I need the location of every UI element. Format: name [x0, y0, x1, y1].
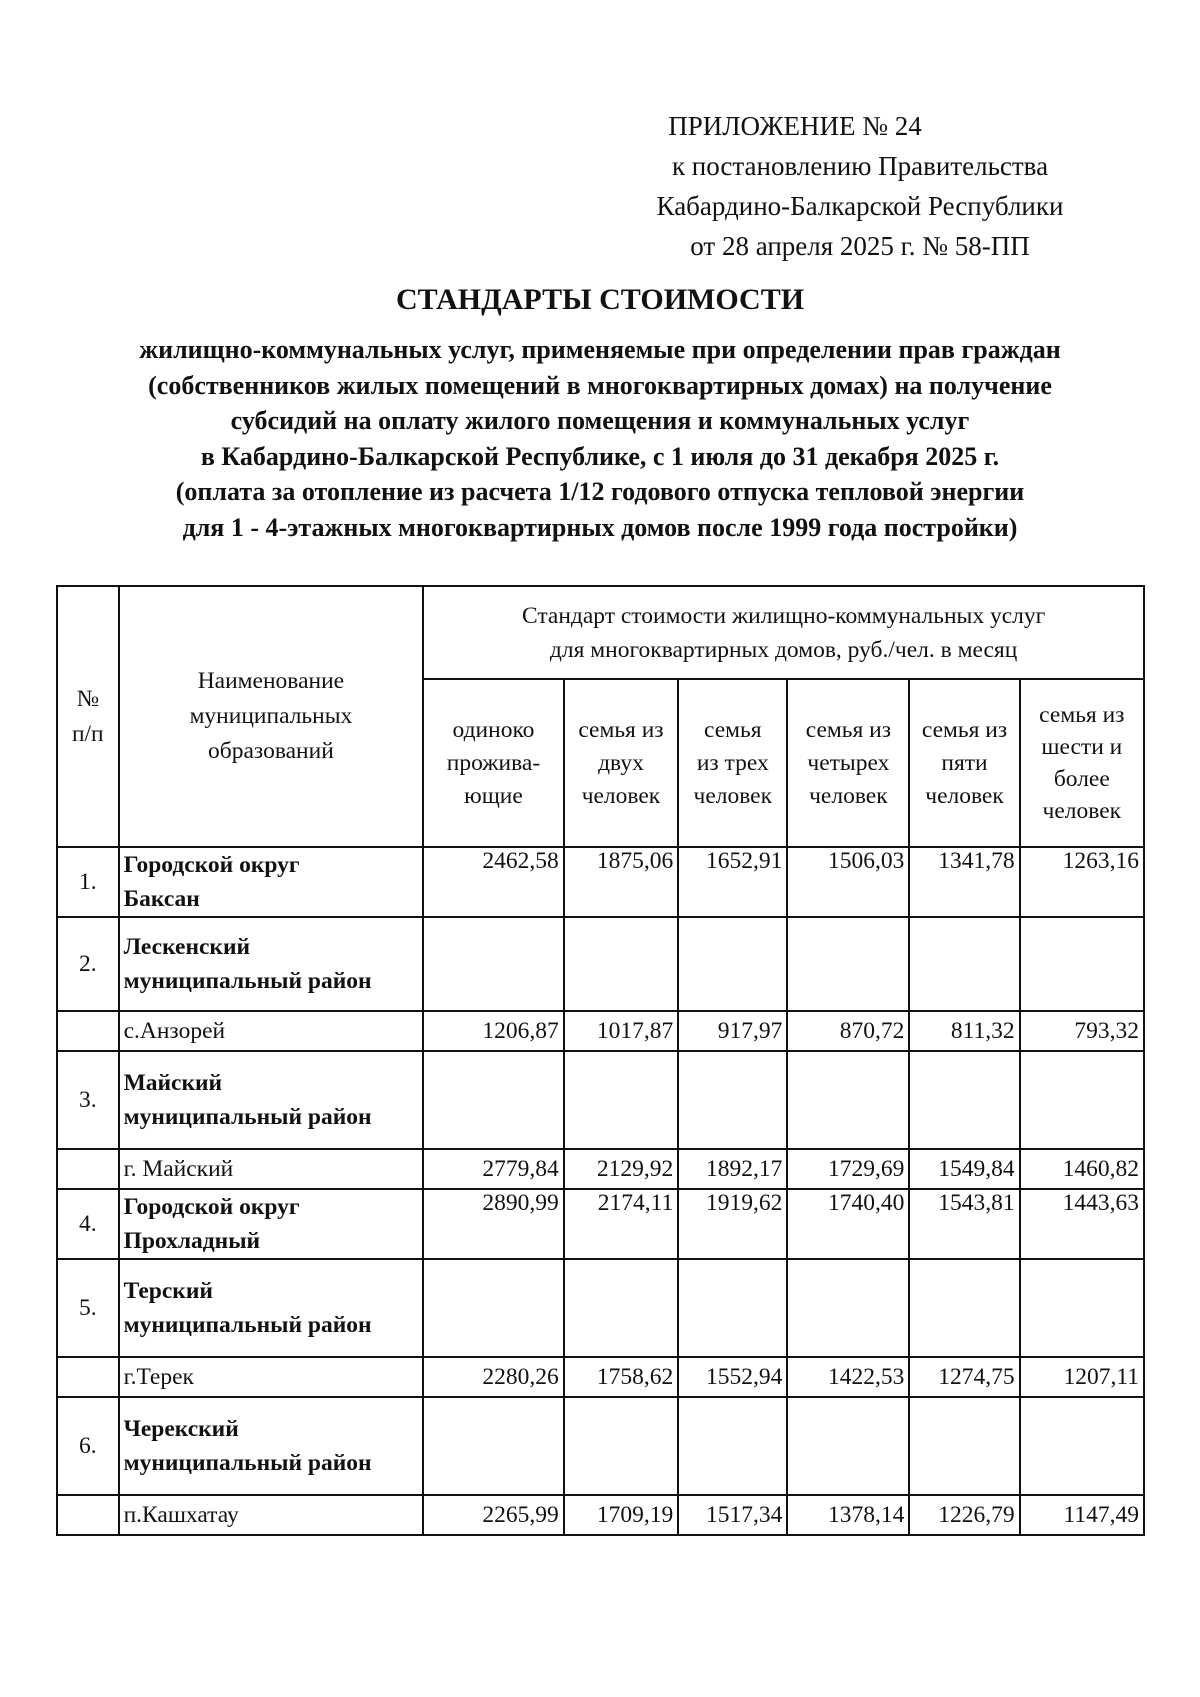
value-cell [423, 917, 563, 1011]
table-row [57, 1495, 1144, 1535]
value-cell: 2174,11 [564, 1189, 679, 1259]
value-cell [909, 917, 1019, 1011]
header-column-cell [787, 679, 909, 847]
cell-line: человек [1042, 798, 1122, 824]
cell-line: семья из [1039, 702, 1125, 728]
appendix-number: ПРИЛОЖЕНИЕ № 24 [668, 111, 922, 141]
table-header [57, 586, 1144, 847]
value-cell: 1709,19 [564, 1495, 679, 1535]
value-cell [678, 1051, 787, 1149]
value-cell: 1263,16 [1020, 847, 1144, 917]
cell-line: Городской округ [123, 852, 300, 878]
cell-line: прожива- [446, 749, 541, 776]
cell-line: п/п [71, 720, 104, 747]
row-number: 2. [57, 917, 119, 1011]
cell-line: человек [925, 782, 1004, 809]
document-subtitle [60, 332, 1140, 545]
cost-standards-table [56, 585, 1145, 1536]
table-row [57, 847, 1144, 917]
value-cell: 1378,14 [787, 1495, 909, 1535]
value-cell: 1506,03 [787, 847, 909, 917]
cell-line: Лескенский [123, 934, 251, 960]
municipality-name [119, 1189, 424, 1259]
subtitle-line: для 1 - 4-этажных многоквартирных домов после 1999 года постройки) [182, 512, 1018, 542]
value-cell [564, 1259, 679, 1357]
row-number: 1. [57, 847, 119, 917]
row-number: 5. [57, 1259, 119, 1357]
value-cell: 1549,84 [909, 1149, 1019, 1189]
cell-line: семья из [578, 716, 664, 743]
value-cell: 1443,63 [1020, 1189, 1144, 1259]
cell-line: двух [598, 749, 644, 776]
table-row [57, 1011, 1144, 1051]
cell-line: Городской округ [123, 1194, 300, 1220]
value-cell [787, 1397, 909, 1495]
subtitle-line: жилищно-коммунальных услуг, применяемые при определении прав граждан [139, 335, 1061, 364]
table-row [57, 1189, 1144, 1259]
value-cell: 2462,58 [423, 847, 563, 917]
appendix-line: к постановлению Правительства [671, 151, 1049, 181]
table-row [57, 917, 1144, 1011]
value-cell [1020, 1259, 1144, 1357]
table-row [57, 1357, 1144, 1397]
header-column-cell [1020, 679, 1144, 847]
cell-line: Наименование [197, 668, 345, 694]
header-num-cell [57, 586, 119, 847]
row-number: 3. [57, 1051, 119, 1149]
value-cell: 2779,84 [423, 1149, 563, 1189]
value-cell [909, 1397, 1019, 1495]
municipality-name [119, 1357, 424, 1397]
value-cell: 1147,49 [1020, 1495, 1144, 1535]
value-cell [423, 1397, 563, 1495]
value-cell [564, 1051, 679, 1149]
cell-line: Майский [123, 1070, 223, 1096]
table-row [57, 1149, 1144, 1189]
cell-line: муниципальный район [123, 1450, 372, 1476]
value-cell [564, 1397, 679, 1495]
subtitle-line: субсидий на оплату жилого помещения и коммунальных услуг [230, 406, 970, 435]
value-cell [909, 1259, 1019, 1357]
cell-line: образований [208, 738, 334, 764]
municipality-name [119, 1259, 424, 1357]
cell-line: человек [693, 782, 773, 809]
cell-line: муниципальных [189, 703, 353, 729]
header-row [57, 586, 1144, 679]
header-column-cell [678, 679, 787, 847]
cell-line: ющие [464, 782, 523, 809]
cell-line: Прохладный [123, 1228, 261, 1254]
value-cell [1020, 1397, 1144, 1495]
municipality-name [119, 1051, 424, 1149]
value-cell: 1758,62 [564, 1357, 679, 1397]
value-cell: 1517,34 [678, 1495, 787, 1535]
cell-line: из трех [696, 749, 769, 776]
row-number: 6. [57, 1397, 119, 1495]
value-cell: 870,72 [787, 1011, 909, 1051]
row-number [57, 1149, 119, 1189]
value-cell [909, 1051, 1019, 1149]
value-cell: 1543,81 [909, 1189, 1019, 1259]
value-cell: 1017,87 [564, 1011, 679, 1051]
cell-line: семья из [805, 716, 892, 743]
cell-line: одиноко [452, 716, 535, 743]
value-cell: 2265,99 [423, 1495, 563, 1535]
cell-line: г. Майский [123, 1156, 234, 1182]
cell-line: с.Анзорей [123, 1018, 226, 1044]
cell-line: г.Терек [123, 1364, 194, 1390]
table-row [57, 1051, 1144, 1149]
cell-line: Стандарт стоимости жилищно-коммунальных услуг [521, 602, 1046, 629]
table-body [57, 847, 1144, 1535]
value-cell: 917,97 [678, 1011, 787, 1051]
value-cell [678, 1259, 787, 1357]
value-cell [564, 917, 679, 1011]
header-column-cell [909, 679, 1019, 847]
cell-line: пяти [941, 749, 988, 776]
value-cell: 1875,06 [564, 847, 679, 917]
appendix-line: от 28 апреля 2025 г. № 58-ПП [690, 231, 1030, 261]
value-cell: 793,32 [1020, 1011, 1144, 1051]
value-cell [1020, 917, 1144, 1011]
cell-line: п.Кашхатау [123, 1502, 239, 1528]
cell-line: семья [704, 716, 762, 743]
cell-line: человек [809, 782, 888, 809]
value-cell: 1652,91 [678, 847, 787, 917]
value-cell: 1226,79 [909, 1495, 1019, 1535]
value-cell [787, 917, 909, 1011]
row-number [57, 1357, 119, 1397]
municipality-name [119, 847, 424, 917]
value-cell: 811,32 [909, 1011, 1019, 1051]
value-cell: 1552,94 [678, 1357, 787, 1397]
cell-line: человек [581, 782, 661, 809]
value-cell: 1274,75 [909, 1357, 1019, 1397]
value-cell [423, 1259, 563, 1357]
municipality-name [119, 917, 424, 1011]
value-cell [1020, 1051, 1144, 1149]
municipality-name [119, 1149, 424, 1189]
subtitle-line: (собственников жилых помещений в многоквартирных домах) на получение [148, 370, 1052, 400]
table-row [57, 1397, 1144, 1495]
subtitle-line: в Кабардино-Балкарской Республике, с 1 июля до 31 декабря 2025 г. [200, 441, 1000, 471]
value-cell: 1892,17 [678, 1149, 787, 1189]
value-cell: 1729,69 [787, 1149, 909, 1189]
cell-line: муниципальный район [123, 968, 372, 994]
document-title: СТАНДАРТЫ СТОИМОСТИ [395, 283, 805, 316]
value-cell [787, 1051, 909, 1149]
value-cell [678, 1397, 787, 1495]
value-cell: 1206,87 [423, 1011, 563, 1051]
value-cell: 1740,40 [787, 1189, 909, 1259]
cell-line: № [76, 685, 99, 712]
appendix-line: Кабардино-Балкарской Республики [656, 191, 1064, 221]
cell-line: Терский [123, 1278, 213, 1304]
value-cell: 1422,53 [787, 1357, 909, 1397]
value-cell: 2890,99 [423, 1189, 563, 1259]
municipality-name [119, 1397, 424, 1495]
subtitle-line: (оплата за отопление из расчета 1/12 годового отпуска тепловой энергии [175, 477, 1025, 506]
value-cell [423, 1051, 563, 1149]
cell-line: четырех [807, 749, 890, 776]
header-column-cell [564, 679, 679, 847]
cell-line: шести и [1041, 734, 1123, 760]
header-name-cell [119, 586, 424, 847]
row-number: 4. [57, 1189, 119, 1259]
row-number [57, 1495, 119, 1535]
municipality-name [119, 1011, 424, 1051]
cell-line: для многоквартирных домов, руб./чел. в месяц [549, 636, 1018, 663]
cell-line: более [1053, 766, 1110, 792]
value-cell: 2129,92 [564, 1149, 679, 1189]
municipality-name [119, 1495, 424, 1535]
value-cell: 1207,11 [1020, 1357, 1144, 1397]
table-row [57, 1259, 1144, 1357]
value-cell: 1341,78 [909, 847, 1019, 917]
cell-line: Черекский [123, 1416, 239, 1442]
value-cell [787, 1259, 909, 1357]
value-cell: 1919,62 [678, 1189, 787, 1259]
row-number [57, 1011, 119, 1051]
cell-line: Баксан [123, 886, 200, 912]
value-cell: 2280,26 [423, 1357, 563, 1397]
cell-line: муниципальный район [123, 1312, 372, 1338]
value-cell: 1460,82 [1020, 1149, 1144, 1189]
cell-line: семья из [921, 716, 1008, 743]
value-cell [678, 917, 787, 1011]
cell-line: муниципальный район [123, 1104, 372, 1130]
header-group-cell [423, 586, 1144, 679]
header-column-cell [423, 679, 563, 847]
